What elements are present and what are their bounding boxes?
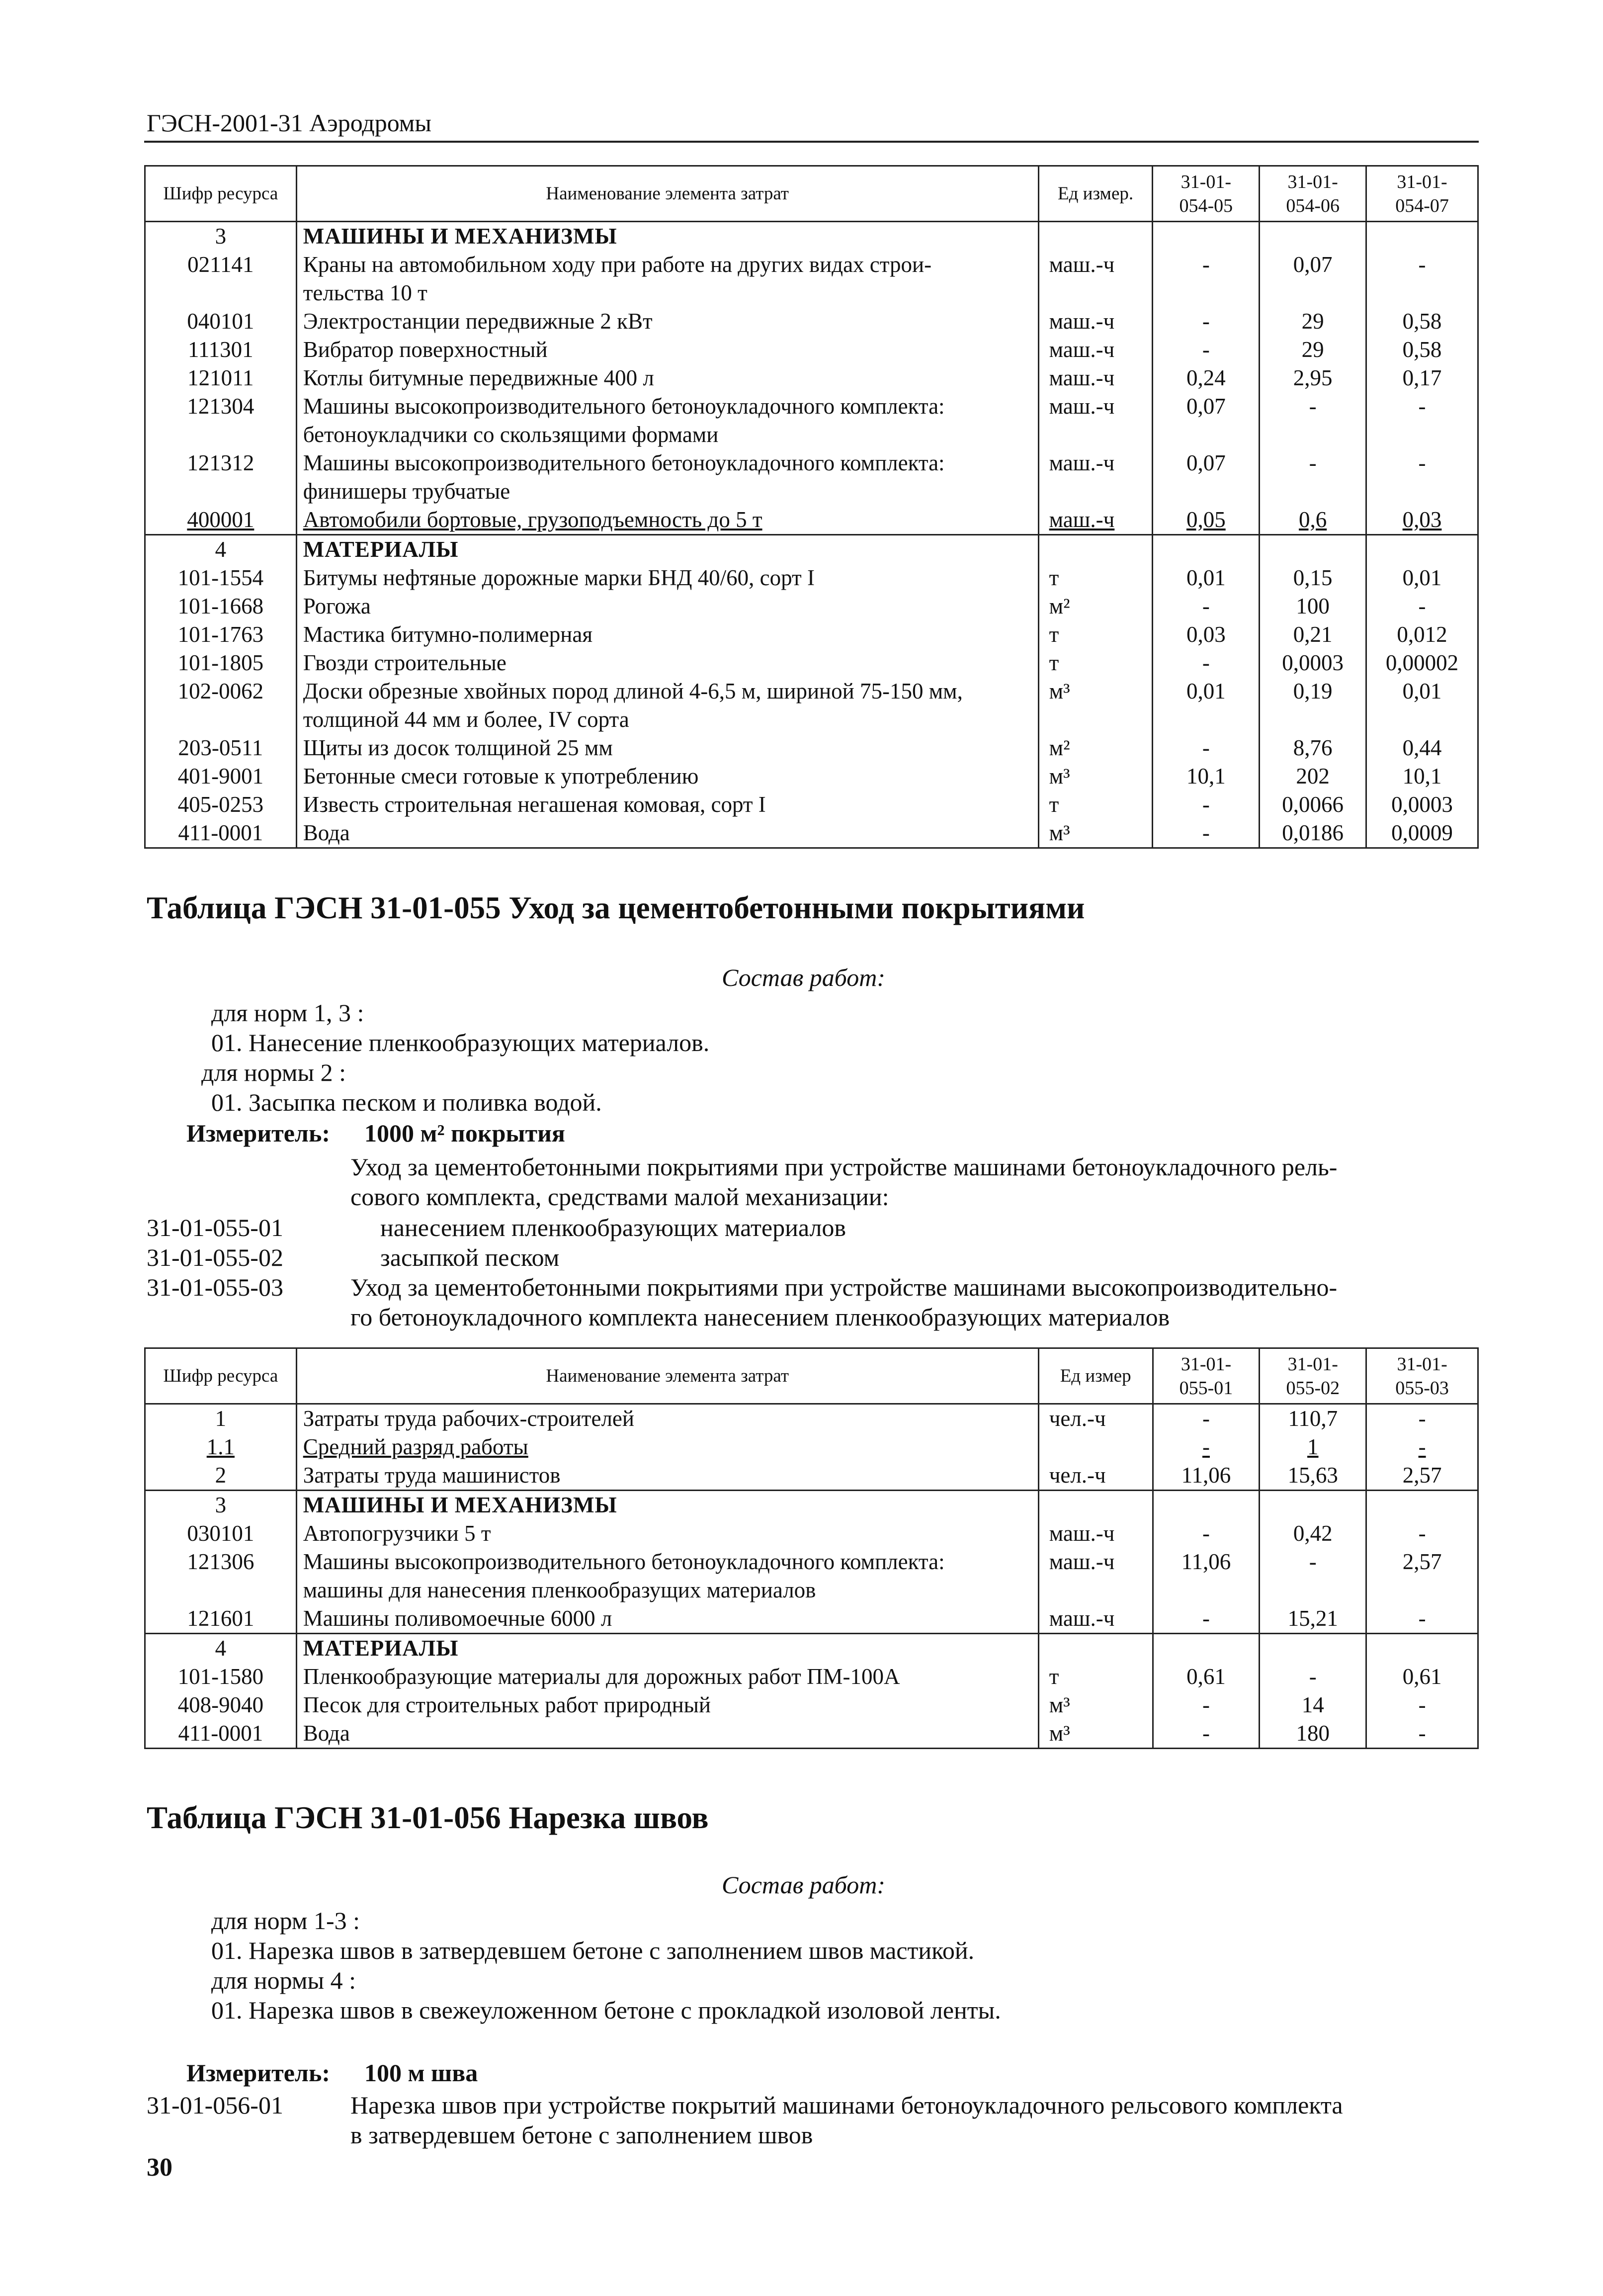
table-row [145, 307, 1478, 336]
cell-v2: 0,21 [1260, 620, 1366, 649]
cell-name: Машины высокопроизводительного бетоноукладочного комплекта: бетоноукладчики со скользящими формами [296, 392, 1038, 449]
cell-unit: чел.-ч [1038, 1461, 1153, 1491]
cell-unit: маш.-ч [1038, 1604, 1153, 1634]
cell-name: Песок для строительных работ природный [296, 1691, 1038, 1719]
cell-name: Машины высокопроизводительного бетоноукладочного комплекта: финишеры трубчатые [296, 449, 1038, 506]
cell-v2: 1 [1260, 1433, 1366, 1461]
cell-name: Щиты из досок толщиной 25 мм [296, 734, 1038, 762]
cell-code: 3 [145, 1491, 297, 1520]
cell-v3: 0,012 [1366, 620, 1478, 649]
cell-v1 [1153, 535, 1260, 564]
cell-v1: - [1153, 649, 1260, 677]
table-row [145, 677, 1478, 734]
cell-v1: 10,1 [1153, 762, 1260, 791]
cell-name: Автомобили бортовые, грузоподъемность до 5 т [296, 506, 1038, 535]
table-row [145, 1604, 1478, 1634]
cell-v2: 110,7 [1260, 1404, 1366, 1433]
cell-v1: - [1153, 336, 1260, 364]
cell-v1: 0,03 [1153, 620, 1260, 649]
table-row [145, 1548, 1478, 1604]
cell-name: Вибратор поверхностный [296, 336, 1038, 364]
cell-code: 121011 [145, 364, 297, 392]
cell-v1: - [1153, 1433, 1260, 1461]
cell-code: 4 [145, 1634, 297, 1663]
cell-unit: т [1038, 564, 1153, 592]
cell-code: 101-1580 [145, 1663, 297, 1691]
section-055-desc-1a: Уход за цементобетонными покрытиями при устройстве машинами бетоноукладочного рель- [350, 1153, 1338, 1181]
running-header: ГЭСН-2001-31 Аэродромы [147, 109, 432, 137]
cell-code: 040101 [145, 307, 297, 336]
cell-name: Автопогрузчики 5 т [296, 1519, 1038, 1548]
cell-v2: - [1260, 392, 1366, 449]
cell-code: 4 [145, 535, 297, 564]
cell-v3: 0,03 [1366, 506, 1478, 535]
cell-v1: - [1153, 791, 1260, 819]
cell-v2: 0,0003 [1260, 649, 1366, 677]
cell-code: 102-0062 [145, 677, 297, 734]
cell-name: Мастика битумно-полимерная [296, 620, 1038, 649]
cell-name: Гвозди строительные [296, 649, 1038, 677]
cell-v2: 29 [1260, 307, 1366, 336]
cell-unit: м² [1038, 734, 1153, 762]
cell-v1: 0,05 [1153, 506, 1260, 535]
cell-unit: чел.-ч [1038, 1404, 1153, 1433]
section-055-sostav: Состав работ: [722, 964, 886, 991]
cell-name: МАТЕРИАЛЫ [296, 1634, 1038, 1663]
cell-v1: - [1153, 1404, 1260, 1433]
cell-name: Средний разряд работы [296, 1433, 1038, 1461]
section-055-line-2: 01. Нанесение пленкообразующих материалов. [211, 1029, 710, 1057]
norm-text-056-01b: в затвердевшем бетоне с заполнением швов [350, 2121, 813, 2149]
col-header-code: Шифр ресурса [145, 166, 297, 222]
cell-v2: - [1260, 449, 1366, 506]
table-054-body [145, 222, 1478, 848]
cell-v3: - [1366, 1433, 1478, 1461]
cell-v2: 0,6 [1260, 506, 1366, 535]
norm-code-056-01: 31-01-056-01 [147, 2091, 283, 2119]
table-row [145, 364, 1478, 392]
table-row [145, 1691, 1478, 1719]
cell-v3: 0,0003 [1366, 791, 1478, 819]
section-055-line-1: для норм 1, 3 : [211, 999, 364, 1027]
cell-v3: 0,44 [1366, 734, 1478, 762]
cell-name: Машины высокопроизводительного бетоноукладочного комплекта: машины для нанесения пленкообразущих материалов [296, 1548, 1038, 1604]
cell-code: 411-0001 [145, 1719, 297, 1749]
cell-code: 3 [145, 222, 297, 251]
cell-unit: м² [1038, 592, 1153, 620]
cell-v3: - [1366, 449, 1478, 506]
cell-v3 [1366, 1634, 1478, 1663]
cell-unit: м³ [1038, 1691, 1153, 1719]
cell-v2: 100 [1260, 592, 1366, 620]
col-header-norm-2: 31-01- 055-02 [1260, 1348, 1366, 1404]
cell-v1: 0,61 [1153, 1663, 1260, 1691]
col-header-norm-1: 31-01- 054-05 [1153, 166, 1260, 222]
cell-unit: маш.-ч [1038, 364, 1153, 392]
cell-v1: 0,07 [1153, 392, 1260, 449]
cell-unit: маш.-ч [1038, 1519, 1153, 1548]
norm-code-055-01: 31-01-055-01 [147, 1214, 283, 1241]
table-row [145, 734, 1478, 762]
cell-v2 [1260, 1634, 1366, 1663]
cell-v1 [1153, 222, 1260, 251]
section-056-sostav: Состав работ: [722, 1871, 886, 1899]
cell-code: 121304 [145, 392, 297, 449]
cell-code: 121306 [145, 1548, 297, 1604]
table-055-body [145, 1404, 1478, 1749]
table-row [145, 791, 1478, 819]
cell-v2: 14 [1260, 1691, 1366, 1719]
cell-v3: - [1366, 1404, 1478, 1433]
table-row [145, 762, 1478, 791]
norm-text-055-01: нанесением пленкообразующих материалов [380, 1214, 846, 1241]
cell-v1: - [1153, 1604, 1260, 1634]
cell-unit: м³ [1038, 819, 1153, 848]
table-row [145, 1519, 1478, 1548]
cell-v1: 0,07 [1153, 449, 1260, 506]
cell-unit [1038, 222, 1153, 251]
col-header-name: Наименование элемента затрат [296, 1348, 1038, 1404]
cell-name: Электростанции передвижные 2 кВт [296, 307, 1038, 336]
cell-v2: 0,0186 [1260, 819, 1366, 848]
cell-v2: 180 [1260, 1719, 1366, 1749]
table-row [145, 564, 1478, 592]
cell-v1: 11,06 [1153, 1461, 1260, 1491]
norm-text-055-03b: го бетоноукладочного комплекта нанесением пленкообразующих материалов [350, 1303, 1170, 1331]
cell-code: 101-1668 [145, 592, 297, 620]
cell-name: Затраты труда рабочих-строителей [296, 1404, 1038, 1433]
section-056-line-1: для норм 1-3 : [211, 1907, 360, 1935]
cell-unit: маш.-ч [1038, 392, 1153, 449]
cell-code: 101-1805 [145, 649, 297, 677]
header-rule [144, 141, 1479, 143]
cell-v2: 15,63 [1260, 1461, 1366, 1491]
table-055 [144, 1347, 1479, 1749]
cell-unit: маш.-ч [1038, 251, 1153, 307]
cell-v1: 0,01 [1153, 677, 1260, 734]
cell-v3: 0,58 [1366, 307, 1478, 336]
cell-v2: - [1260, 1548, 1366, 1604]
cell-name: Машины поливомоечные 6000 л [296, 1604, 1038, 1634]
cell-unit: маш.-ч [1038, 307, 1153, 336]
cell-v1: - [1153, 734, 1260, 762]
table-row [145, 1491, 1478, 1520]
section-056-line-3: для нормы 4 : [211, 1966, 356, 1994]
cell-unit: маш.-ч [1038, 449, 1153, 506]
cell-v2 [1260, 535, 1366, 564]
col-header-norm-3: 31-01- 055-03 [1366, 1348, 1478, 1404]
cell-code: 111301 [145, 336, 297, 364]
cell-v3: 0,17 [1366, 364, 1478, 392]
cell-code: 411-0001 [145, 819, 297, 848]
cell-v2: 202 [1260, 762, 1366, 791]
cell-code: 101-1554 [145, 564, 297, 592]
cell-unit: т [1038, 620, 1153, 649]
table-row [145, 535, 1478, 564]
table-054 [144, 165, 1479, 849]
cell-v3: 0,00002 [1366, 649, 1478, 677]
cell-name: Котлы битумные передвижные 400 л [296, 364, 1038, 392]
cell-unit: т [1038, 1663, 1153, 1691]
cell-v1 [1153, 1491, 1260, 1520]
cell-v3: 0,01 [1366, 564, 1478, 592]
cell-name: Битумы нефтяные дорожные марки БНД 40/60, сорт I [296, 564, 1038, 592]
cell-unit: маш.-ч [1038, 336, 1153, 364]
table-row [145, 1404, 1478, 1433]
cell-v3: - [1366, 1719, 1478, 1749]
col-header-norm-2: 31-01- 054-06 [1260, 166, 1366, 222]
cell-v3 [1366, 535, 1478, 564]
table-row [145, 1719, 1478, 1749]
cell-v2: 0,19 [1260, 677, 1366, 734]
cell-v2: 0,15 [1260, 564, 1366, 592]
section-056-title: Таблица ГЭСН 31-01-056 Нарезка швов [147, 1800, 709, 1835]
cell-unit: м³ [1038, 762, 1153, 791]
col-header-norm-1: 31-01- 055-01 [1153, 1348, 1260, 1404]
cell-code: 400001 [145, 506, 297, 535]
norm-text-056-01a: Нарезка швов при устройстве покрытий машинами бетоноукладочного рельсового комплекта [350, 2091, 1343, 2119]
cell-code: 408-9040 [145, 1691, 297, 1719]
cell-v2 [1260, 222, 1366, 251]
norm-code-055-02: 31-01-055-02 [147, 1243, 283, 1271]
cell-v2: 15,21 [1260, 1604, 1366, 1634]
table-row [145, 592, 1478, 620]
table-row [145, 336, 1478, 364]
cell-v1: 0,24 [1153, 364, 1260, 392]
cell-v1: - [1153, 1519, 1260, 1548]
cell-unit: т [1038, 649, 1153, 677]
cell-unit: м³ [1038, 677, 1153, 734]
section-055-line-4: 01. Засыпка песком и поливка водой. [211, 1088, 602, 1116]
col-header-unit: Ед измер. [1038, 166, 1153, 222]
col-header-unit: Ед измер [1038, 1348, 1153, 1404]
cell-v3: 0,58 [1366, 336, 1478, 364]
col-header-code: Шифр ресурса [145, 1348, 297, 1404]
cell-code: 101-1763 [145, 620, 297, 649]
cell-name: МАШИНЫ И МЕХАНИЗМЫ [296, 1491, 1038, 1520]
cell-unit: маш.-ч [1038, 506, 1153, 535]
cell-v2: 0,0066 [1260, 791, 1366, 819]
norm-text-055-02: засыпкой песком [380, 1243, 560, 1271]
cell-name: Известь строительная негашеная комовая, сорт I [296, 791, 1038, 819]
cell-v1: - [1153, 819, 1260, 848]
section-056-meter-value: 100 м шва [364, 2059, 478, 2087]
cell-v2: - [1260, 1663, 1366, 1691]
cell-v2 [1260, 1491, 1366, 1520]
cell-v1: - [1153, 307, 1260, 336]
cell-v3: 2,57 [1366, 1461, 1478, 1491]
cell-v2: 0,07 [1260, 251, 1366, 307]
section-055-meter-value: 1000 м² покрытия [364, 1119, 565, 1147]
table-row [145, 819, 1478, 848]
cell-v3: 0,01 [1366, 677, 1478, 734]
table-row [145, 392, 1478, 449]
cell-code: 405-0253 [145, 791, 297, 819]
cell-unit [1038, 1634, 1153, 1663]
cell-code: 030101 [145, 1519, 297, 1548]
cell-unit [1038, 1433, 1153, 1461]
cell-v3 [1366, 222, 1478, 251]
cell-v2: 29 [1260, 336, 1366, 364]
cell-v3 [1366, 1491, 1478, 1520]
cell-unit: т [1038, 791, 1153, 819]
section-056-meter-label: Измеритель: [186, 2059, 331, 2087]
cell-v3: - [1366, 592, 1478, 620]
cell-v3: - [1366, 392, 1478, 449]
cell-v2: 2,95 [1260, 364, 1366, 392]
cell-v3: - [1366, 251, 1478, 307]
cell-unit [1038, 1491, 1153, 1520]
cell-v3: 0,0009 [1366, 819, 1478, 848]
table-row [145, 449, 1478, 506]
norm-code-055-03: 31-01-055-03 [147, 1273, 283, 1301]
section-055-meter-label: Измеритель: [186, 1119, 331, 1147]
cell-name: Вода [296, 819, 1038, 848]
cell-v3: - [1366, 1691, 1478, 1719]
cell-v3: 0,61 [1366, 1663, 1478, 1691]
cell-code: 203-0511 [145, 734, 297, 762]
page-number: 30 [147, 2153, 172, 2182]
cell-name: Пленкообразующие материалы для дорожных работ ПМ-100А [296, 1663, 1038, 1691]
cell-code: 401-9001 [145, 762, 297, 791]
cell-name: Рогожа [296, 592, 1038, 620]
table-row [145, 1433, 1478, 1461]
cell-name: Вода [296, 1719, 1038, 1749]
col-header-norm-3: 31-01- 054-07 [1366, 166, 1478, 222]
section-055-desc-1b: сового комплекта, средствами малой механизации: [350, 1183, 889, 1211]
cell-v1: - [1153, 251, 1260, 307]
cell-code: 121312 [145, 449, 297, 506]
cell-v3: 2,57 [1366, 1548, 1478, 1604]
cell-v3: 10,1 [1366, 762, 1478, 791]
cell-v1: - [1153, 1719, 1260, 1749]
cell-v3: - [1366, 1604, 1478, 1634]
cell-v2: 0,42 [1260, 1519, 1366, 1548]
section-056-line-4: 01. Нарезка швов в свежеуложенном бетоне с прокладкой изоловой ленты. [211, 1996, 1001, 2024]
cell-name: Краны на автомобильном ходу при работе на других видах строи- тельства 10 т [296, 251, 1038, 307]
table-row [145, 506, 1478, 535]
cell-v1: 11,06 [1153, 1548, 1260, 1604]
cell-code: 1 [145, 1404, 297, 1433]
table-row [145, 649, 1478, 677]
table-row [145, 1663, 1478, 1691]
cell-name: МАТЕРИАЛЫ [296, 535, 1038, 564]
cell-name: Бетонные смеси готовые к употреблению [296, 762, 1038, 791]
cell-code: 1.1 [145, 1433, 297, 1461]
section-055-line-3: для нормы 2 : [201, 1059, 346, 1086]
cell-code: 121601 [145, 1604, 297, 1634]
section-055-title: Таблица ГЭСН 31-01-055 Уход за цементобетонными покрытиями [147, 890, 1085, 925]
cell-name: МАШИНЫ И МЕХАНИЗМЫ [296, 222, 1038, 251]
cell-v1: - [1153, 1691, 1260, 1719]
table-row [145, 620, 1478, 649]
col-header-name: Наименование элемента затрат [296, 166, 1038, 222]
cell-v2: 8,76 [1260, 734, 1366, 762]
table-row [145, 1461, 1478, 1491]
cell-code: 2 [145, 1461, 297, 1491]
cell-v3: - [1366, 1519, 1478, 1548]
cell-code: 021141 [145, 251, 297, 307]
table-row [145, 222, 1478, 251]
cell-name: Доски обрезные хвойных пород длиной 4-6,5 м, шириной 75-150 мм, толщиной 44 мм и более, IV сорта [296, 677, 1038, 734]
cell-v1 [1153, 1634, 1260, 1663]
cell-name: Затраты труда машинистов [296, 1461, 1038, 1491]
table-row [145, 1634, 1478, 1663]
section-056-line-2: 01. Нарезка швов в затвердевшем бетоне с заполнением швов мастикой. [211, 1937, 975, 1964]
cell-unit [1038, 535, 1153, 564]
cell-unit: м³ [1038, 1719, 1153, 1749]
cell-v1: 0,01 [1153, 564, 1260, 592]
table-row [145, 251, 1478, 307]
cell-v1: - [1153, 592, 1260, 620]
cell-unit: маш.-ч [1038, 1548, 1153, 1604]
norm-text-055-03: Уход за цементобетонными покрытиями при устройстве машинами высокопроизводительно- [350, 1273, 1338, 1301]
